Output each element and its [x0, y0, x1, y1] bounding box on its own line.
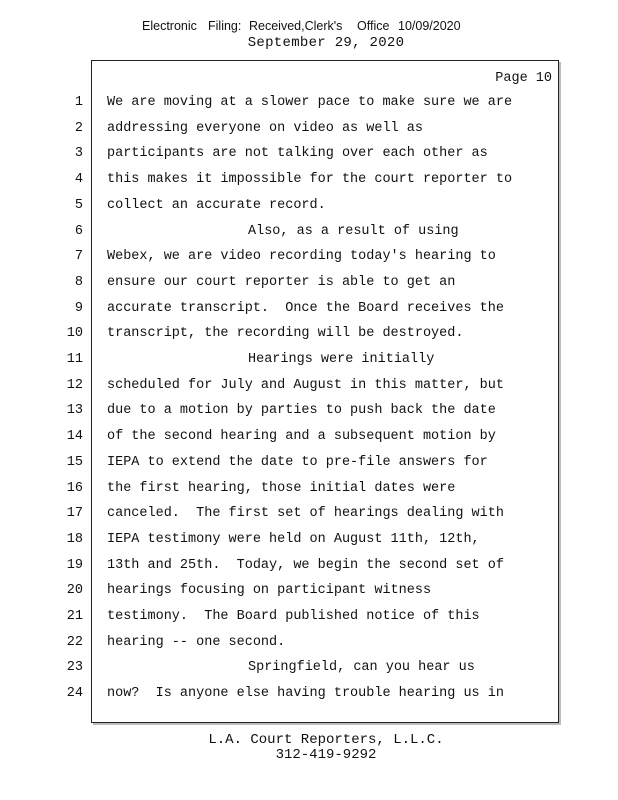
line-text: 13th and 25th. Today, we begin the second set of [107, 557, 504, 573]
line-number: 19 [66, 557, 83, 573]
transcript-line [0, 476, 618, 502]
line-text: ensure our court reporter is able to get an [107, 274, 456, 290]
line-number: 11 [66, 352, 83, 367]
transcript-date: September 29, 2020 [247, 35, 405, 51]
transcript-line [0, 527, 618, 553]
filing-electronic: Electronic [142, 19, 197, 33]
line-number: 5 [74, 197, 83, 213]
line-number: 4 [74, 172, 83, 188]
line-number: 7 [74, 249, 83, 265]
line-number: 23 [66, 660, 83, 676]
line-number: 2 [74, 120, 83, 136]
transcript-line [0, 193, 618, 219]
transcript-line [0, 219, 618, 245]
transcript-line [0, 347, 618, 373]
line-text: participants are not talking over each other as [107, 146, 488, 162]
line-text: of the second hearing and a subsequent motion by [107, 429, 496, 445]
line-text: addressing everyone on video as well as [107, 120, 423, 136]
filing-label: Filing: [208, 19, 242, 33]
line-text: IEPA testimony were held on August 11th, 12th, [107, 531, 480, 547]
filing-date: 10/09/2020 [398, 19, 461, 33]
filing-received: Received,Clerk's [249, 19, 343, 33]
line-text: now? Is anyone else having trouble hearing us in [107, 686, 504, 702]
transcript-line [0, 244, 618, 270]
line-text: hearing -- one second. [107, 634, 286, 650]
line-text: We are moving at a slower pace to make sure we are [107, 95, 513, 110]
transcript-line [0, 398, 618, 424]
line-number: 14 [66, 429, 83, 445]
transcript-line [0, 553, 618, 579]
filing-office: Office [357, 19, 390, 33]
transcript-line [0, 321, 618, 347]
footer-company: L.A. Court Reporters, L.L.C. [208, 732, 444, 748]
line-text: IEPA to extend the date to pre-file answers for [107, 454, 488, 470]
line-number: 9 [74, 300, 83, 316]
transcript-line [0, 578, 618, 604]
line-text: the first hearing, those initial dates were [107, 480, 456, 496]
line-text: collect an accurate record. [107, 197, 326, 213]
line-number: 10 [66, 326, 83, 342]
line-text: Springfield, can you hear us [248, 660, 475, 676]
line-text: Hearings were initially [248, 352, 435, 367]
transcript-line [0, 630, 618, 656]
transcript-line [0, 167, 618, 193]
line-text: Webex, we are video recording today's hearing to [107, 249, 496, 265]
line-number: 21 [66, 609, 83, 624]
line-number: 16 [66, 480, 83, 496]
line-number: 18 [66, 531, 83, 547]
line-number: 8 [74, 274, 83, 290]
line-text: hearings focusing on participant witness [107, 583, 432, 599]
page-number: Page 10 [495, 71, 552, 86]
line-number: 12 [66, 377, 83, 393]
transcript-line [0, 450, 618, 476]
line-number: 24 [66, 686, 83, 702]
transcript-line [0, 681, 618, 707]
line-text: due to a motion by parties to push back the date [107, 403, 496, 419]
transcript-line [0, 501, 618, 527]
transcript-line [0, 90, 618, 116]
transcript-line [0, 424, 618, 450]
transcript-line [0, 116, 618, 142]
line-text: transcript, the recording will be destroyed. [107, 326, 464, 342]
filing-stamp [0, 19, 618, 35]
line-number: 1 [74, 95, 83, 110]
line-text: this makes it impossible for the court reporter to [107, 172, 513, 188]
line-text: scheduled for July and August in this matter, but [107, 377, 504, 393]
line-text: testimony. The Board published notice of this [107, 609, 480, 624]
line-text: Also, as a result of using [248, 223, 459, 239]
line-number: 17 [66, 506, 83, 522]
transcript-line [0, 141, 618, 167]
line-text: accurate transcript. Once the Board receives the [107, 300, 504, 316]
line-number: 15 [66, 454, 83, 470]
line-number: 13 [66, 403, 83, 419]
line-number: 6 [74, 223, 83, 239]
transcript-line [0, 655, 618, 681]
transcript-line [0, 296, 618, 322]
footer-phone: 312-419-9292 [275, 747, 377, 763]
transcript-line [0, 604, 618, 630]
transcript-line [0, 270, 618, 296]
line-number: 22 [66, 634, 83, 650]
transcript-line [0, 373, 618, 399]
line-number: 3 [74, 146, 83, 162]
line-text: canceled. The first set of hearings dealing with [107, 506, 504, 522]
line-number: 20 [66, 583, 83, 599]
